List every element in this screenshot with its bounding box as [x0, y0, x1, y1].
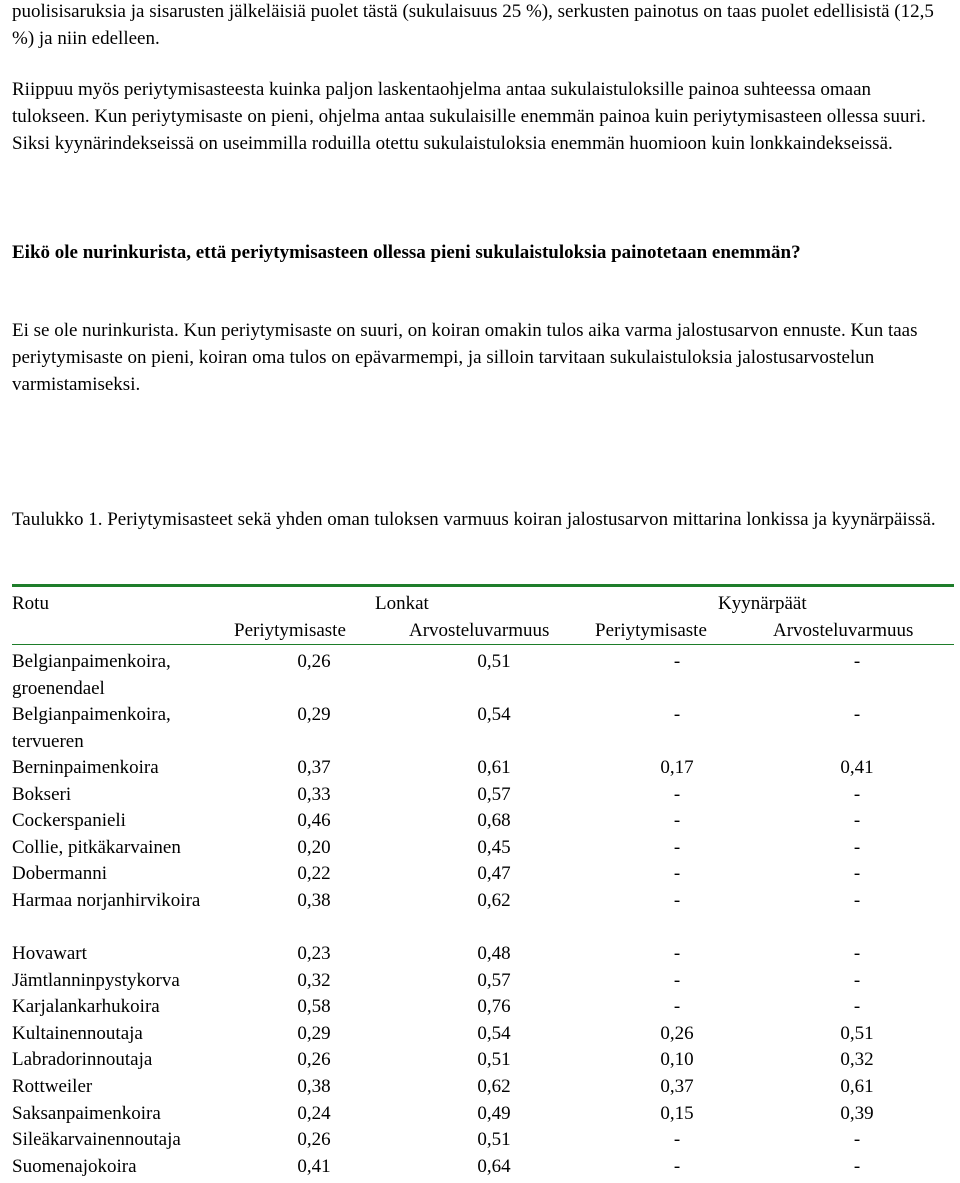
lonkat-arvosteluvarmuus-value: 0,62 — [477, 889, 511, 911]
breed-name: Suomenajokoira — [12, 1155, 137, 1177]
kyynarpaat-periytymisaste-value: - — [673, 942, 681, 964]
lonkat-arvosteluvarmuus-value: 0,61 — [477, 757, 511, 778]
lonkat-arvosteluvarmuus-value: 0,54 — [477, 1022, 511, 1044]
table-row — [12, 887, 954, 940]
table-header-rule — [12, 644, 954, 645]
lonkat-arvosteluvarmuus-value: 0,62 — [477, 1075, 511, 1097]
table-row — [12, 648, 954, 701]
table-body — [12, 648, 954, 1179]
lonkat-periytymisaste-value: 0,29 — [297, 704, 331, 725]
heritability-table — [12, 584, 954, 1179]
kyynarpaat-arvosteluvarmuus-value: - — [853, 783, 861, 805]
kyynarpaat-periytymisaste-value: - — [673, 996, 681, 1018]
kyynarpaat-arvosteluvarmuus-value: - — [853, 704, 861, 725]
kyynarpaat-arvosteluvarmuus-value: 0,61 — [840, 1075, 874, 1097]
kyynarpaat-periytymisaste-value: - — [673, 810, 681, 832]
kyynarpaat-arvosteluvarmuus-value: 0,32 — [840, 1049, 874, 1071]
lonkat-periytymisaste-value: 0,26 — [297, 1049, 331, 1071]
table-row — [12, 1126, 954, 1153]
header-arvosteluvarmuus-lonkat: Arvosteluvarmuus — [409, 620, 550, 641]
lonkat-periytymisaste-value: 0,20 — [297, 836, 331, 858]
table-header-row-2 — [12, 617, 954, 644]
lonkat-periytymisaste-value: 0,22 — [297, 863, 331, 885]
breed-name: Kultainennoutaja — [12, 1022, 143, 1044]
breed-name: Hovawart — [12, 942, 87, 964]
kyynarpaat-arvosteluvarmuus-value: - — [853, 942, 861, 964]
kyynarpaat-periytymisaste-value: - — [673, 836, 681, 858]
table-row — [12, 1100, 954, 1127]
lonkat-periytymisaste-value: 0,26 — [297, 651, 331, 672]
kyynarpaat-arvosteluvarmuus-value: 0,51 — [840, 1022, 874, 1044]
kyynarpaat-periytymisaste-value: 0,15 — [660, 1102, 694, 1124]
breed-name: Saksanpaimenkoira — [12, 1102, 161, 1124]
breed-name: Bokseri — [12, 783, 72, 805]
lonkat-periytymisaste-value: 0,23 — [297, 942, 331, 964]
lonkat-arvosteluvarmuus-value: 0,49 — [477, 1102, 511, 1124]
breed-name: Collie, pitkäkarvainen — [12, 836, 181, 858]
kyynarpaat-arvosteluvarmuus-value: - — [853, 651, 861, 672]
table-row — [12, 967, 954, 994]
table-header-row-1 — [12, 587, 954, 617]
kyynarpaat-arvosteluvarmuus-value: - — [853, 1129, 861, 1151]
lonkat-periytymisaste-value: 0,26 — [297, 1129, 331, 1151]
lonkat-arvosteluvarmuus-value: 0,57 — [477, 969, 511, 991]
lonkat-periytymisaste-value: 0,38 — [297, 889, 331, 911]
lonkat-periytymisaste-value: 0,38 — [297, 1075, 331, 1097]
breed-name: Harmaa norjanhirvikoira — [12, 889, 201, 911]
lonkat-arvosteluvarmuus-value: 0,48 — [477, 942, 511, 964]
kyynarpaat-periytymisaste-value: 0,17 — [660, 757, 694, 778]
table-row — [12, 754, 954, 781]
breed-name: Belgianpaimenkoira, tervueren — [12, 704, 171, 752]
kyynarpaat-arvosteluvarmuus-value: 0,41 — [840, 757, 874, 778]
breed-name: Labradorinnoutaja — [12, 1049, 153, 1071]
kyynarpaat-periytymisaste-value: - — [673, 969, 681, 991]
breed-name: Sileäkarvainennoutaja — [12, 1129, 181, 1151]
lonkat-periytymisaste-value: 0,24 — [297, 1102, 331, 1124]
kyynarpaat-arvosteluvarmuus-value: - — [853, 836, 861, 858]
breed-name: Dobermanni — [12, 863, 107, 885]
lonkat-arvosteluvarmuus-value: 0,51 — [477, 651, 511, 672]
table-row — [12, 1020, 954, 1047]
kyynarpaat-periytymisaste-value: - — [673, 783, 681, 805]
header-lonkat: Lonkat — [375, 593, 429, 614]
lonkat-arvosteluvarmuus-value: 0,47 — [477, 863, 511, 885]
table-row — [12, 834, 954, 861]
lonkat-periytymisaste-value: 0,37 — [297, 757, 331, 778]
kyynarpaat-arvosteluvarmuus-value: - — [853, 810, 861, 832]
table-row — [12, 1046, 954, 1073]
table-row — [12, 1153, 954, 1180]
lonkat-periytymisaste-value: 0,58 — [297, 996, 331, 1018]
kyynarpaat-periytymisaste-value: - — [673, 889, 681, 911]
table-row — [12, 860, 954, 887]
table-row — [12, 701, 954, 754]
lonkat-periytymisaste-value: 0,29 — [297, 1022, 331, 1044]
lonkat-arvosteluvarmuus-value: 0,51 — [477, 1049, 511, 1071]
lonkat-periytymisaste-value: 0,32 — [297, 969, 331, 991]
kyynarpaat-periytymisaste-value: 0,26 — [660, 1022, 694, 1044]
paragraph-2: Riippuu myös periytymisasteesta kuinka paljon laskentaohjelma antaa sukulaistuloksille painoa suhteessa omaan tulokseen. Kun periytymisaste on pieni, ohjelma antaa sukulaisille enemmän painoa kuin periytymisasteen ollessa suuri. Siksi kyynärindekseissä on useimmilla roduilla otettu sukulaistuloksia enemmän huomioon kuin lonkkaindekseissä. — [12, 79, 926, 154]
lonkat-arvosteluvarmuus-value: 0,54 — [477, 704, 511, 725]
header-arvosteluvarmuus-kyynarpaat: Arvosteluvarmuus — [773, 620, 914, 641]
breed-name: Karjalankarhukoira — [12, 996, 160, 1018]
lonkat-arvosteluvarmuus-value: 0,51 — [477, 1129, 511, 1151]
breed-name: Berninpaimenkoira — [12, 757, 159, 778]
kyynarpaat-periytymisaste-value: - — [673, 1155, 681, 1177]
lonkat-arvosteluvarmuus-value: 0,45 — [477, 836, 511, 858]
header-periytymisaste-lonkat: Periytymisaste — [234, 620, 346, 641]
kyynarpaat-periytymisaste-value: - — [673, 651, 681, 672]
lonkat-periytymisaste-value: 0,33 — [297, 783, 331, 805]
header-rotu: Rotu — [12, 593, 49, 614]
kyynarpaat-arvosteluvarmuus-value: - — [853, 996, 861, 1018]
kyynarpaat-arvosteluvarmuus-value: - — [853, 889, 861, 911]
kyynarpaat-periytymisaste-value: 0,37 — [660, 1075, 694, 1097]
header-periytymisaste-kyynarpaat: Periytymisaste — [595, 620, 707, 641]
breed-name: Belgianpaimenkoira, groenendael — [12, 651, 171, 699]
kyynarpaat-arvosteluvarmuus-value: - — [853, 969, 861, 991]
lonkat-arvosteluvarmuus-value: 0,76 — [477, 996, 511, 1018]
paragraph-1: puolisisaruksia ja sisarusten jälkeläisiä puolet tästä (sukulaisuus 25 %), serkusten painotus on taas puolet edellisistä (12,5 %) ja niin edelleen. — [12, 1, 934, 49]
table-row — [12, 1073, 954, 1100]
kyynarpaat-periytymisaste-value: 0,10 — [660, 1049, 694, 1071]
kyynarpaat-periytymisaste-value: - — [673, 863, 681, 885]
kyynarpaat-arvosteluvarmuus-value: - — [853, 863, 861, 885]
lonkat-periytymisaste-value: 0,46 — [297, 810, 331, 832]
kyynarpaat-arvosteluvarmuus-value: 0,39 — [840, 1102, 874, 1124]
table-caption: Taulukko 1. Periytymisasteet sekä yhden oman tuloksen varmuus koiran jalostusarvon mittarina lonkissa ja kyynärpäissä. — [12, 509, 936, 530]
table-row — [12, 940, 954, 967]
lonkat-arvosteluvarmuus-value: 0,57 — [477, 783, 511, 805]
kyynarpaat-arvosteluvarmuus-value: - — [853, 1155, 861, 1177]
breed-name: Jämtlanninpystykorva — [12, 969, 180, 991]
lonkat-arvosteluvarmuus-value: 0,68 — [477, 810, 511, 832]
table-row — [12, 807, 954, 834]
lonkat-arvosteluvarmuus-value: 0,64 — [477, 1155, 511, 1177]
answer-paragraph: Ei se ole nurinkurista. Kun periytymisaste on suuri, on koiran omakin tulos aika varma jalostusarvon ennuste. Kun taas periytymisaste on pieni, koiran oma tulos on epävarmempi, ja silloin tarvitaan sukulaistuloksia jalostusarvostelun varmistamiseksi. — [12, 320, 918, 395]
kyynarpaat-periytymisaste-value: - — [673, 1129, 681, 1151]
table-row — [12, 781, 954, 808]
breed-name: Cockerspanieli — [12, 810, 126, 832]
table-row — [12, 993, 954, 1020]
kyynarpaat-periytymisaste-value: - — [673, 704, 681, 725]
lonkat-periytymisaste-value: 0,41 — [297, 1155, 331, 1177]
breed-name: Rottweiler — [12, 1075, 93, 1097]
question-heading: Eikö ole nurinkurista, että periytymisasteen ollessa pieni sukulaistuloksia painotetaan enemmän? — [12, 242, 801, 263]
header-kyynarpaat: Kyynärpäät — [718, 593, 807, 614]
